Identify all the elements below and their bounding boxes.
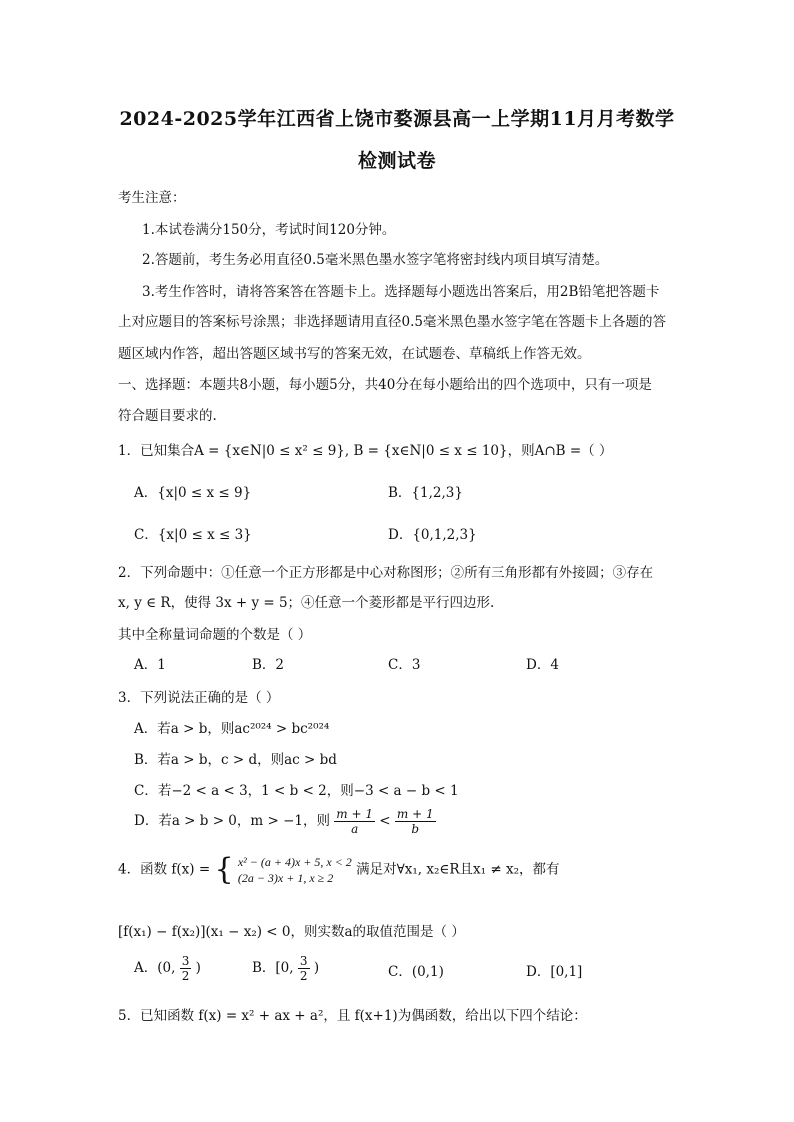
q4-option-b [252,954,319,983]
q4-option-d: D．[0,1] [526,964,583,980]
q4-piecewise [238,854,352,886]
q4-brace: { [214,852,234,887]
q2-stem-2: x, y ∈ R，使得 3x + y = 5；④任意一个菱形都是平行四边形. [118,595,495,611]
q4-suffix: 满足对∀x₁, x₂∈R且x₁ ≠ x₂，都有 [356,861,560,878]
q3-stem: 3．下列说法正确的是（ ） [118,690,280,706]
q3-fraction-1 [334,807,375,836]
q3-fraction-2-denominator: b [411,822,420,836]
q4-option-c: C．(0,1) [388,964,444,980]
q1-option-b: B．{1,2,3} [388,485,463,501]
q4-option-a-fraction [180,954,192,983]
q4-option-b-suffix: ) [313,960,320,976]
q4-option-a [134,954,201,983]
q2-stem-1: 2．下列命题中：①任意一个正方形都是中心对称图形；②所有三角形都有外接圆；③存在 [118,565,654,581]
q2-option-b: B．2 [252,657,285,673]
notice-item-3b: 上对应题目的答案标号涂黑；非选择题请用直径0.5毫米黑色墨水签字笔在答题卡上各题的答 [118,314,666,330]
q4-option-a-suffix: ) [195,960,201,976]
q4-case-1: x² − (a + 4)x + 5, x < 2 [237,855,352,869]
notice-item-2: 2.答题前，考生务必用直径0.5毫米黑色墨水签字笔将密封线内项目填写清楚。 [142,252,609,268]
section-heading: 一、选择题：本题共8小题，每小题5分，共40分在每小题给出的四个选项中，只有一项是 [118,377,652,393]
q4-option-a-denominator: 2 [181,969,190,983]
q3-option-d [134,807,436,836]
q4-stem-2: [f(x₁) − f(x₂)](x₁ − x₂) < 0，则实数a的取值范围是（ ） [118,924,465,940]
q1-option-a: A．{x|0 ≤ x ≤ 9} [134,485,252,501]
notice-item-3a: 3.考生作答时，请将答案答在答题卡上。选择题每小题选出答案后，用2B铅笔把答题卡 [142,284,660,300]
q3-fraction-1-denominator: a [351,822,359,836]
q3-option-c: C．若−2 < a < 3，1 < b < 2，则−3 < a − b < 1 [134,783,459,799]
q5-stem: 5．已知函数 f(x) = x² + ax + a²，且 f(x+1)为偶函数，给出以下四个结论： [118,1008,587,1024]
exam-title-line1: 2024-2025学年江西省上饶市婺源县高一上学期11月月考数学 [119,108,675,130]
notice-heading: 考生注意： [118,190,186,206]
q2-option-c: C．3 [388,657,421,673]
q4-option-a-numerator: 3 [181,954,190,968]
q4-stem [118,854,559,886]
q4-option-b-prefix: B．[0, [252,960,294,976]
q1-stem: 1．已知集合A = {x∈N|0 ≤ x² ≤ 9}, B = {x∈N|0 ≤ x ≤ 10}，则A∩B =（ ） [118,443,613,459]
q3-less-than: < [379,813,391,829]
q2-option-d: D．4 [526,657,559,673]
q2-option-a: A．1 [134,657,166,673]
q3-option-d-prefix: D．若a > b > 0，m > −1，则 [134,813,330,829]
q4-option-b-denominator: 2 [299,969,308,983]
q1-option-d: D．{0,1,2,3} [388,527,477,543]
q3-option-b: B．若a > b，c > d，则ac > bd [134,752,337,768]
q4-option-a-prefix: A．(0, [134,960,176,976]
q4-option-b-fraction [298,954,310,983]
q3-fraction-1-numerator: m + 1 [336,807,373,821]
q1-option-c: C．{x|0 ≤ x ≤ 3} [134,527,252,543]
section-heading-cont: 符合题目要求的. [118,408,217,424]
exam-title-line2: 检测试卷 [357,150,436,172]
notice-item-3c: 题区域内作答，超出答题区域书写的答案无效，在试题卷、草稿纸上作答无效。 [118,346,591,362]
notice-item-1: 1.本试卷满分150分，考试时间120分钟。 [142,222,396,238]
q4-option-b-numerator: 3 [299,954,308,968]
q3-option-a: A．若a > b，则ac²⁰²⁴ > bc²⁰²⁴ [134,721,330,737]
q4-case-2: (2a − 3)x + 1, x ≥ 2 [237,871,334,885]
q3-fraction-2 [395,807,436,836]
q3-fraction-2-numerator: m + 1 [396,807,434,821]
q4-prefix: 4．函数 f(x) = [118,861,211,878]
q2-stem-3: 其中全称量词命题的个数是（ ） [118,627,312,643]
